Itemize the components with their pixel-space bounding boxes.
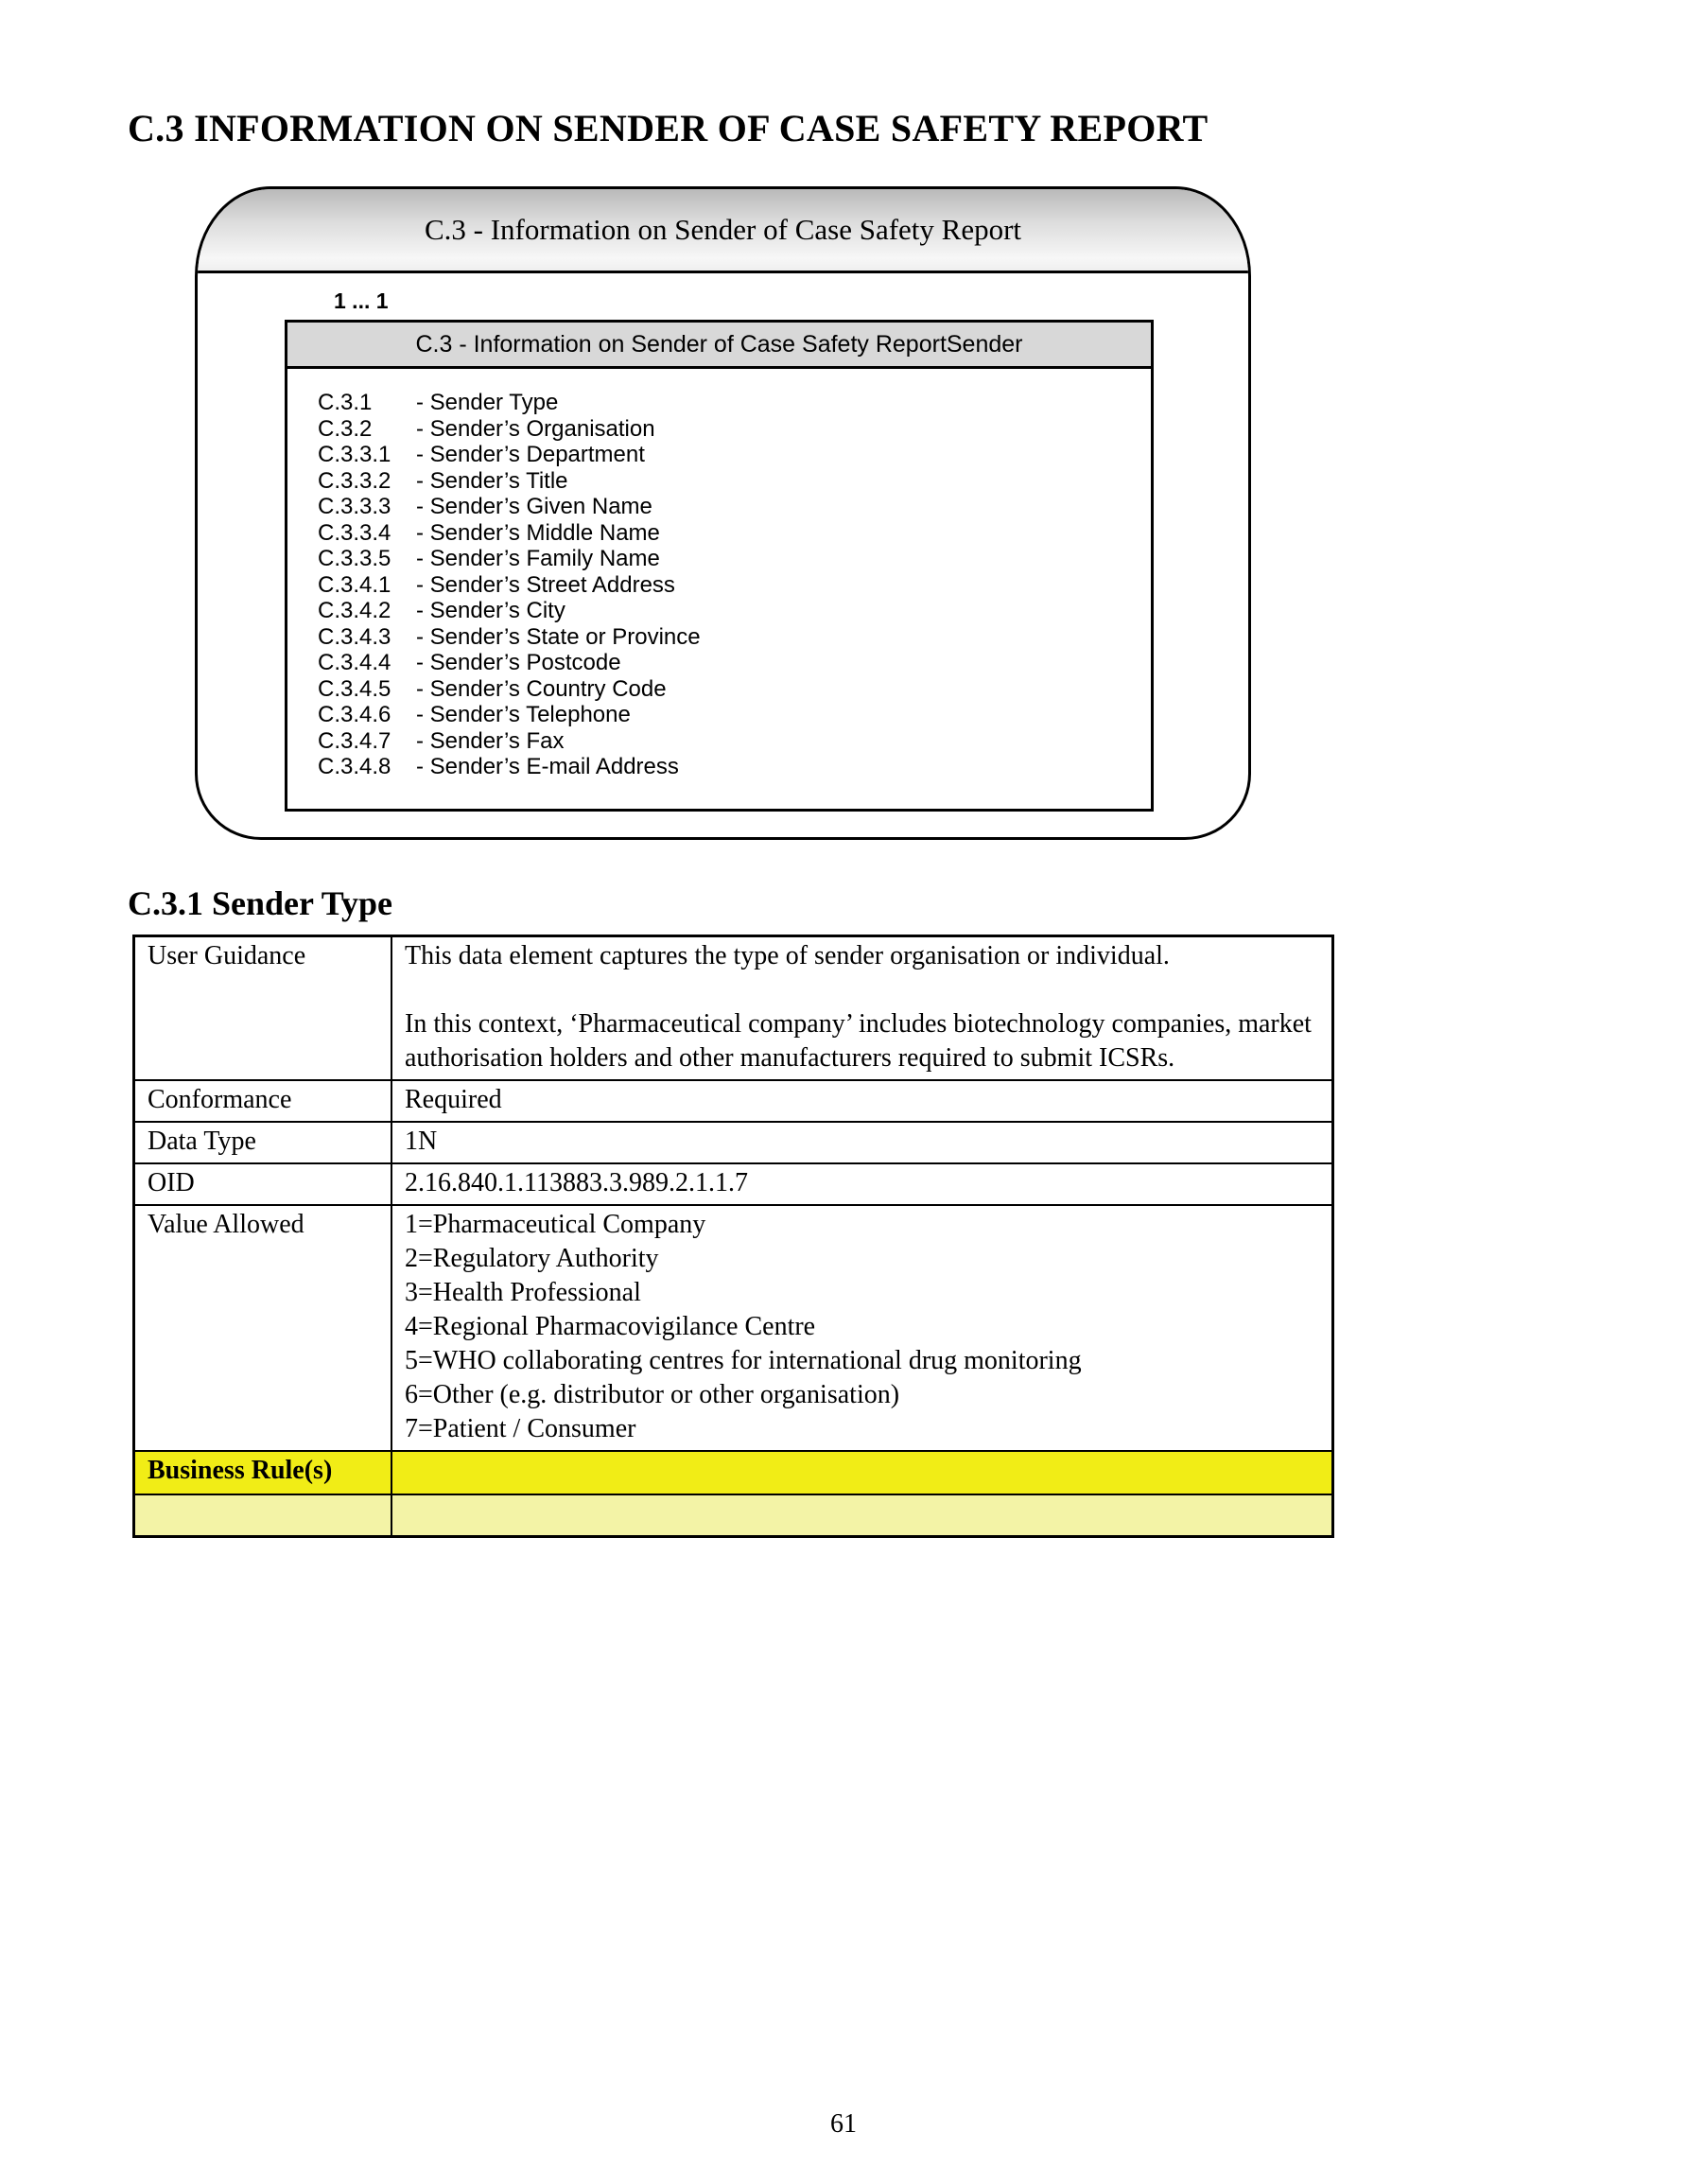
value-allowed-item: 6=Other (e.g. distributor or other organisation) xyxy=(405,1380,900,1409)
business-rules-value xyxy=(391,1451,1333,1494)
user-guidance-label: User Guidance xyxy=(134,936,392,1081)
list-item xyxy=(318,442,1139,468)
value-allowed-item: 7=Patient / Consumer xyxy=(405,1414,636,1443)
item-code: C.3.4.4 xyxy=(318,650,391,675)
item-label: - Sender’s Telephone xyxy=(416,702,631,727)
list-item xyxy=(318,702,1139,728)
page-title: C.3 INFORMATION ON SENDER OF CASE SAFETY REPORT xyxy=(128,107,1209,149)
item-code: C.3.3.1 xyxy=(318,442,391,467)
oid-value: 2.16.840.1.113883.3.989.2.1.1.7 xyxy=(391,1163,1333,1205)
conformance-row xyxy=(134,1080,1333,1122)
data-type-row xyxy=(134,1122,1333,1163)
cardinality-label: 1 ... 1 xyxy=(334,288,389,313)
value-allowed-label: Value Allowed xyxy=(134,1205,392,1451)
value-allowed-item: 1=Pharmaceutical Company xyxy=(405,1210,706,1239)
item-label: - Sender’s Family Name xyxy=(416,546,660,571)
user-guidance-paragraph-1: This data element captures the type of sender organisation or individual. xyxy=(405,941,1170,970)
element-list-header: C.3 - Information on Sender of Case Safety ReportSender xyxy=(287,323,1151,369)
item-code: C.3.4.5 xyxy=(318,675,391,702)
oid-row xyxy=(134,1163,1333,1205)
item-label: - Sender’s E-mail Address xyxy=(416,754,679,779)
item-label: - Sender’s Postcode xyxy=(416,650,621,675)
list-item xyxy=(318,650,1139,676)
data-type-label: Data Type xyxy=(134,1122,392,1163)
extra-row-value xyxy=(391,1494,1333,1537)
list-item xyxy=(318,416,1139,443)
oid-label: OID xyxy=(134,1163,392,1205)
item-code: C.3.4.2 xyxy=(318,598,391,623)
list-item xyxy=(318,468,1139,495)
item-code: C.3.4.3 xyxy=(318,623,391,650)
value-allowed-item: 3=Health Professional xyxy=(405,1278,641,1307)
diagram-banner-title: C.3 - Information on Sender of Case Safety Report xyxy=(424,213,1022,246)
user-guidance-row xyxy=(134,936,1333,1081)
data-type-value: 1N xyxy=(391,1122,1333,1163)
business-rules-extra-row xyxy=(134,1494,1333,1537)
user-guidance-paragraph-2: In this context, ‘Pharmaceutical company’ includes biotechnology companies, market authorisation holders and other manufacturers required to submit ICSRs. xyxy=(405,1009,1312,1073)
item-code: C.3.3.5 xyxy=(318,546,391,571)
list-item xyxy=(318,676,1139,703)
item-label: - Sender’s Country Code xyxy=(416,675,667,702)
element-list xyxy=(287,369,1151,809)
item-label: - Sender’s Given Name xyxy=(416,494,652,519)
item-label: - Sender Type xyxy=(416,390,559,415)
value-allowed-item: 2=Regulatory Authority xyxy=(405,1244,659,1273)
item-code: C.3.1 xyxy=(318,390,373,415)
conformance-label: Conformance xyxy=(134,1080,392,1122)
item-label: - Sender’s City xyxy=(416,598,565,623)
list-item xyxy=(318,572,1139,599)
conformance-value: Required xyxy=(391,1080,1333,1122)
list-item xyxy=(318,494,1139,520)
item-code: C.3.2 xyxy=(318,415,373,442)
item-code: C.3.4.6 xyxy=(318,702,391,727)
item-label: - Sender’s Organisation xyxy=(416,415,655,442)
diagram-banner xyxy=(198,189,1248,273)
item-code: C.3.3.2 xyxy=(318,467,391,494)
list-item xyxy=(318,546,1139,572)
list-item xyxy=(318,520,1139,547)
spec-table xyxy=(132,935,1334,1538)
list-item xyxy=(318,754,1139,780)
list-item xyxy=(318,728,1139,755)
item-code: C.3.3.4 xyxy=(318,519,391,546)
item-code: C.3.3.3 xyxy=(318,494,391,519)
item-label: - Sender’s State or Province xyxy=(416,623,701,650)
item-label: - Sender’s Middle Name xyxy=(416,519,660,546)
list-item xyxy=(318,624,1139,651)
item-label: - Sender’s Title xyxy=(416,467,568,494)
item-code: C.3.4.7 xyxy=(318,727,391,754)
value-allowed-item: 5=WHO collaborating centres for international drug monitoring xyxy=(405,1346,1082,1375)
business-rules-label: Business Rule(s) xyxy=(134,1451,392,1494)
value-allowed-item: 4=Regional Pharmacovigilance Centre xyxy=(405,1312,816,1341)
value-allowed-list xyxy=(391,1205,1333,1451)
item-code: C.3.4.8 xyxy=(318,754,391,779)
user-guidance-value xyxy=(391,936,1333,1081)
value-allowed-row xyxy=(134,1205,1333,1451)
element-list-box xyxy=(285,320,1154,812)
item-code: C.3.4.1 xyxy=(318,571,391,598)
section-heading: C.3.1 Sender Type xyxy=(128,884,393,922)
page-number: 61 xyxy=(830,2109,857,2139)
list-item xyxy=(318,598,1139,624)
item-label: - Sender’s Street Address xyxy=(416,571,675,598)
extra-row-label xyxy=(134,1494,392,1537)
sender-diagram-box xyxy=(195,186,1251,840)
item-label: - Sender’s Fax xyxy=(416,727,565,754)
item-label: - Sender’s Department xyxy=(416,442,645,467)
list-item xyxy=(318,390,1139,416)
business-rules-row xyxy=(134,1451,1333,1494)
